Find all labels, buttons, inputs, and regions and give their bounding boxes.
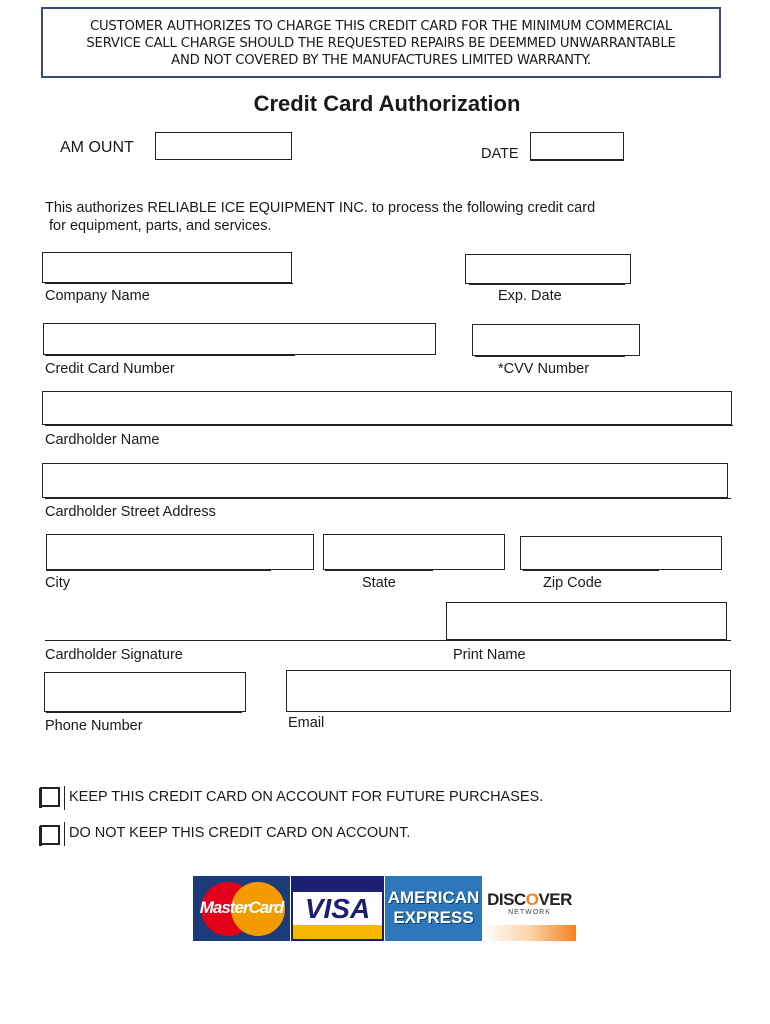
page-title: Credit Card Authorization [253, 91, 521, 116]
date-underline [530, 160, 624, 161]
company-name-label: Company Name [45, 288, 150, 304]
do-not-keep-card-label: DO NOT KEEP THIS CREDIT CARD ON ACCOUNT. [69, 825, 411, 841]
discover-text-b: VER [538, 890, 572, 909]
street-address-label: Cardholder Street Address [45, 504, 216, 520]
zip-code-field[interactable] [520, 536, 722, 570]
city-label: City [45, 575, 70, 591]
company-name-underline [45, 283, 293, 284]
mastercard-text: MasterCard [199, 898, 284, 917]
discover-logo [483, 876, 576, 941]
amount-field[interactable] [155, 132, 292, 160]
mastercard-logo [193, 876, 290, 941]
discover-o: O [525, 890, 539, 909]
do-not-keep-card-checkbox[interactable] [40, 825, 60, 845]
city-field[interactable] [46, 534, 314, 570]
credit-card-number-field[interactable] [43, 323, 436, 355]
amex-line-1: AMERICAN [387, 888, 480, 907]
notice-line-2: SERVICE CALL CHARGE SHOULD THE REQUESTED REPAIRS BE DEEMMED UNWARRANTABLE [86, 36, 676, 51]
american-express-logo [385, 876, 482, 941]
do-not-keep-card-divider [64, 822, 65, 846]
state-underline [325, 570, 433, 571]
keep-card-label: KEEP THIS CREDIT CARD ON ACCOUNT FOR FUTURE PURCHASES. [69, 789, 544, 805]
discover-stripe [483, 925, 576, 941]
warranty-notice [41, 7, 721, 78]
notice-line-1: CUSTOMER AUTHORIZES TO CHARGE THIS CREDIT CARD FOR THE MINIMUM COMMERCIAL [89, 19, 673, 34]
signature-label: Cardholder Signature [45, 647, 183, 663]
phone-number-label: Phone Number [45, 718, 143, 734]
amount-label: AM OUNT [60, 139, 134, 156]
keep-card-divider [64, 786, 65, 810]
exp-date-label: Exp. Date [498, 288, 562, 304]
amex-text [385, 888, 482, 928]
exp-date-underline [469, 284, 625, 285]
state-label: State [362, 575, 396, 591]
exp-date-field[interactable] [465, 254, 631, 284]
state-field[interactable] [323, 534, 505, 570]
visa-blue-band [293, 878, 382, 892]
keep-card-checkbox[interactable] [40, 787, 60, 807]
street-address-underline [45, 498, 731, 499]
print-name-label: Print Name [453, 647, 526, 663]
zip-code-label: Zip Code [543, 575, 602, 591]
cvv-number-field[interactable] [472, 324, 640, 356]
visa-gold-band [293, 925, 382, 939]
credit-card-number-underline [45, 355, 295, 356]
notice-line-3: AND NOT COVERED BY THE MANUFACTURES LIMITED WARRANTY. [171, 53, 591, 68]
discover-text-a: DISC [487, 890, 526, 909]
signature-line[interactable] [45, 640, 731, 641]
discover-text [483, 890, 576, 910]
date-field[interactable] [530, 132, 624, 160]
print-name-field[interactable] [446, 602, 727, 640]
credit-card-number-label: Credit Card Number [45, 361, 175, 377]
authorization-line-1: This authorizes RELIABLE ICE EQUIPMENT INC. to process the following credit card [45, 200, 596, 216]
date-label: DATE [481, 146, 519, 162]
phone-number-underline [46, 712, 242, 713]
authorization-line-2: for equipment, parts, and services. [45, 218, 272, 234]
zip-code-underline [523, 570, 659, 571]
email-label: Email [288, 715, 325, 731]
visa-text: VISA [304, 893, 371, 924]
cardholder-name-label: Cardholder Name [45, 432, 160, 448]
cardholder-name-field[interactable] [42, 391, 732, 425]
email-field[interactable] [286, 670, 731, 712]
street-address-field[interactable] [42, 463, 728, 498]
authorization-text [45, 199, 595, 235]
cvv-number-label: *CVV Number [498, 361, 590, 377]
cardholder-name-underline [45, 425, 733, 426]
phone-number-field[interactable] [44, 672, 246, 712]
company-name-field[interactable] [42, 252, 292, 283]
discover-network-text: NETWORK [508, 909, 551, 916]
amex-line-2: EXPRESS [393, 908, 474, 927]
cvv-number-underline [475, 356, 625, 357]
city-underline [46, 570, 271, 571]
visa-logo [291, 876, 384, 941]
